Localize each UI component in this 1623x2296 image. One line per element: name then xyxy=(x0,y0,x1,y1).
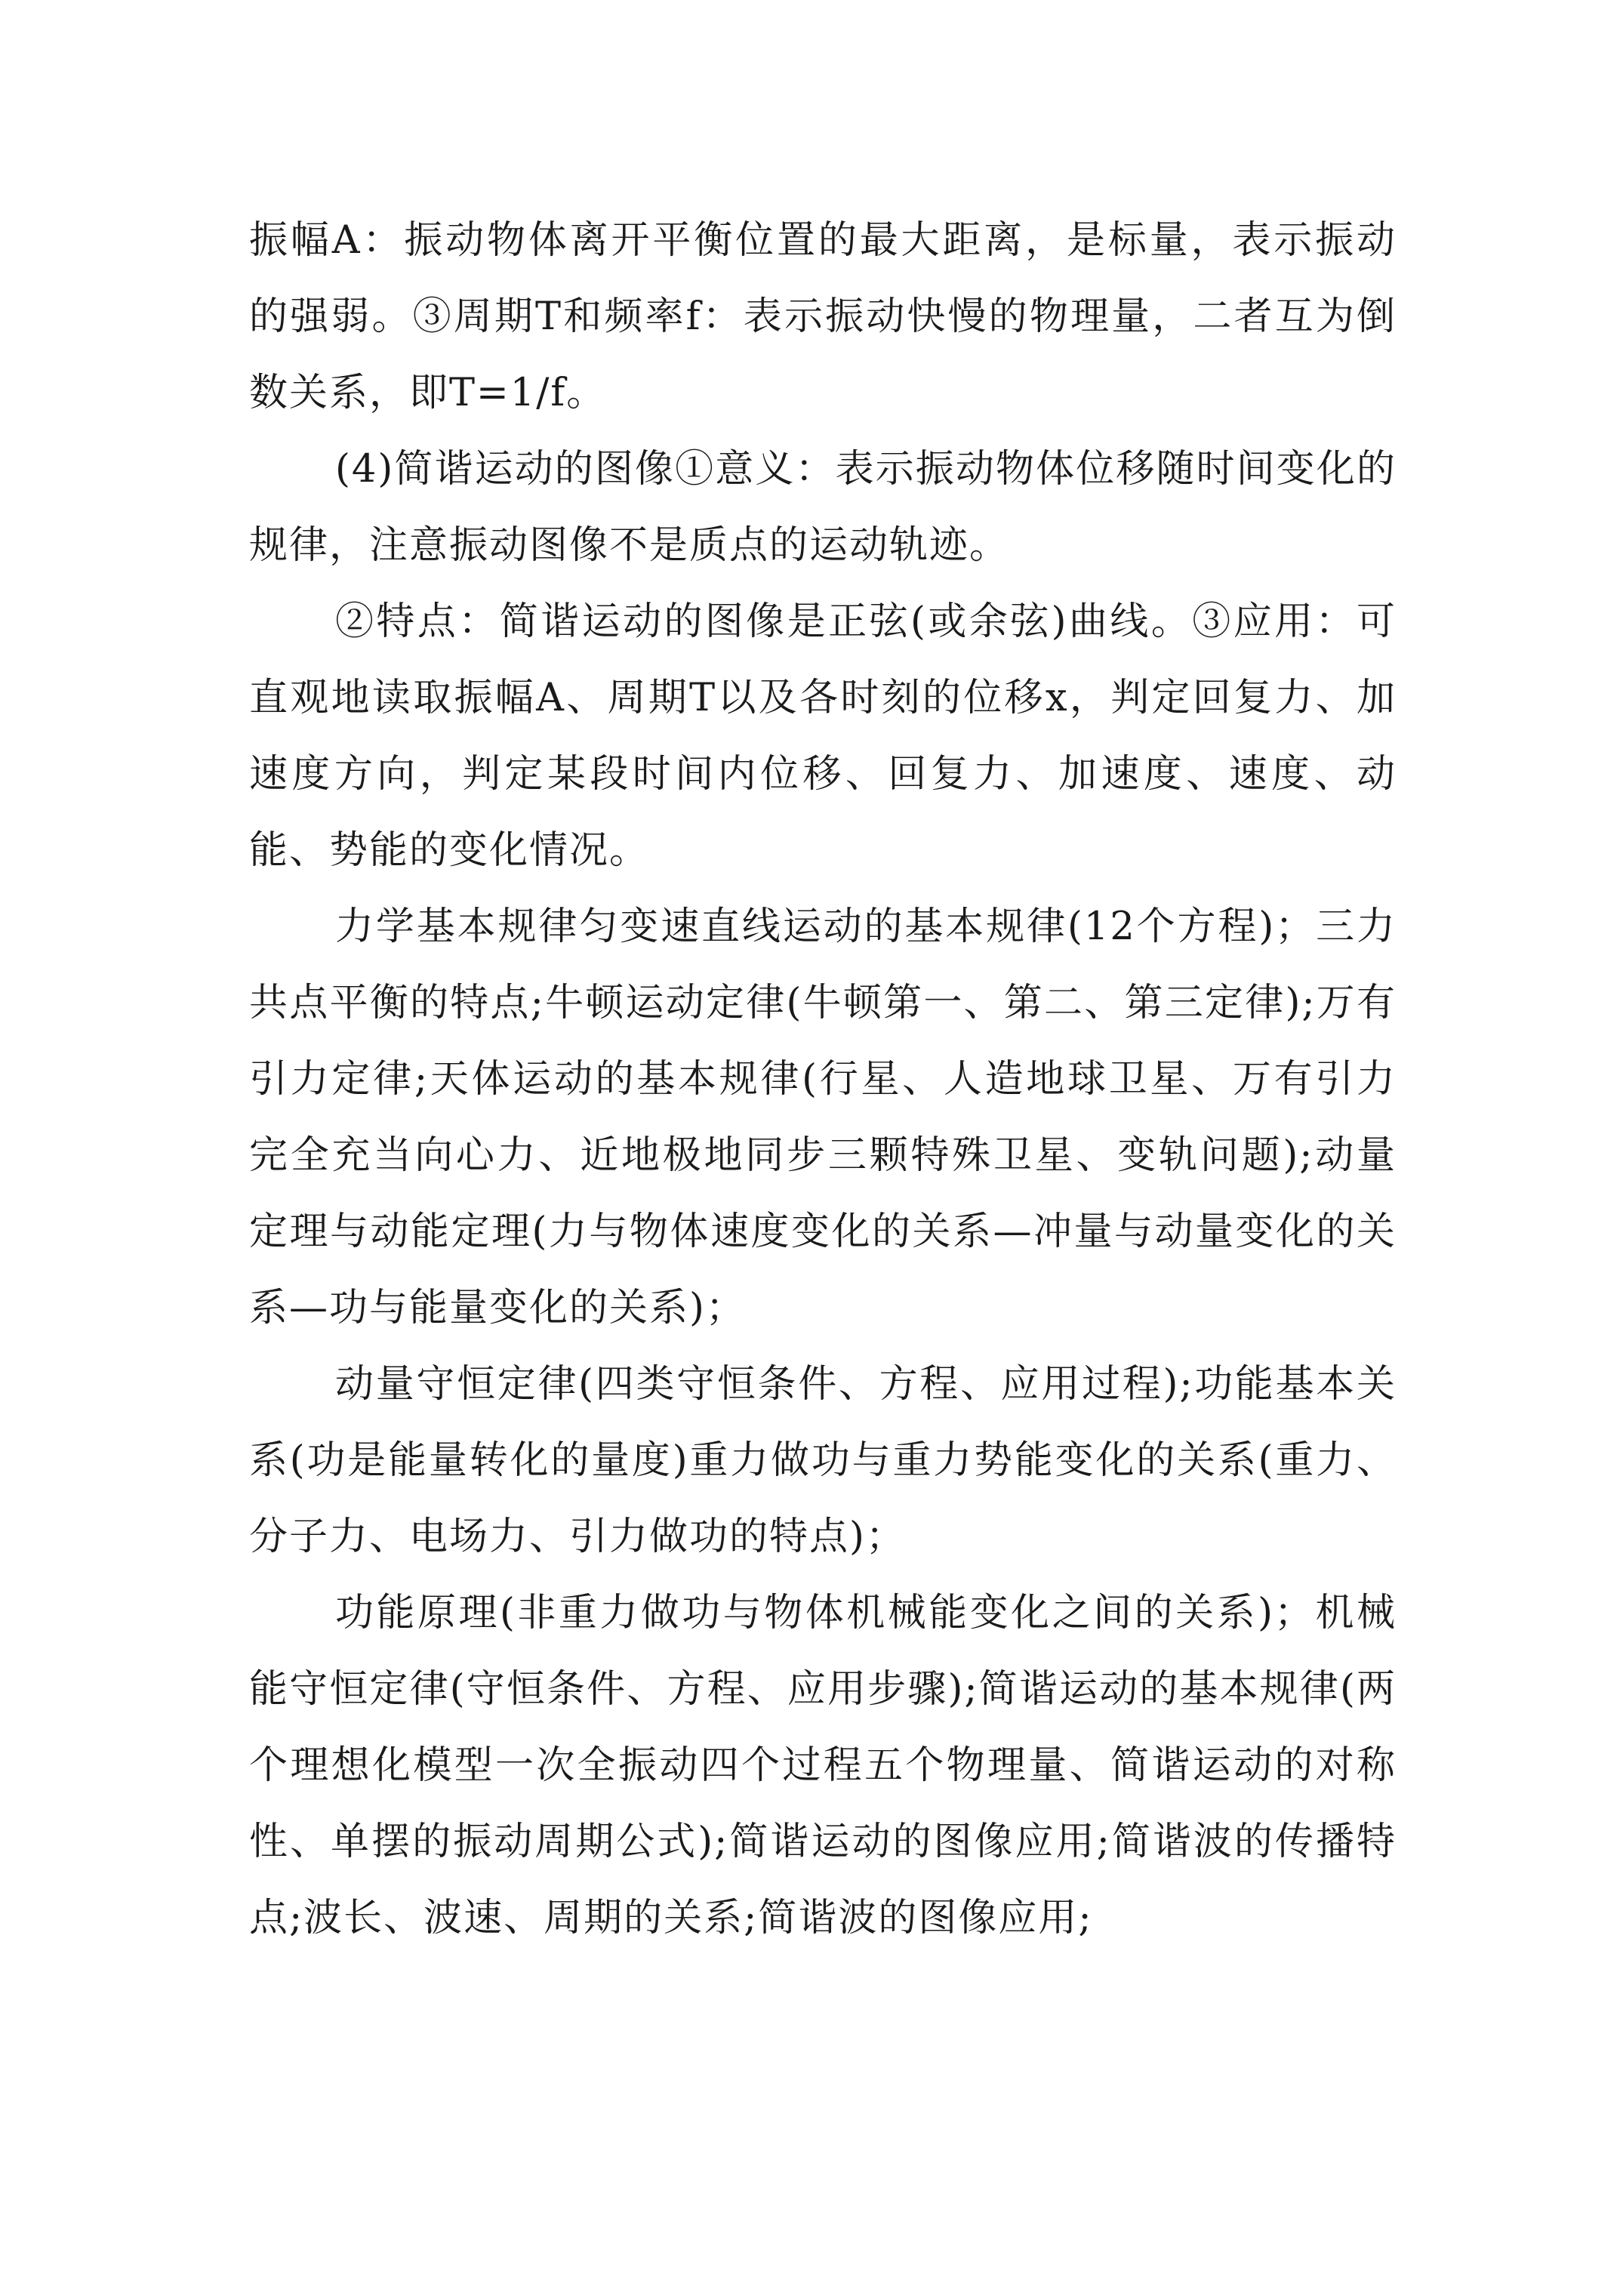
paragraph-work-energy-principle: 功能原理(非重力做功与物体机械能变化之间的关系)；机械能守恒定律(守恒条件、方程、应用步骤);简谐运动的基本规律(两个理想化模型一次全振动四个过程五个物理量、简谐运动的对称性、单摆的振动周期公式);简谐运动的图像应用;简谐波的传播特点;波长、波速、周期的关系;简谐波的图像应用; xyxy=(249,1591,1397,1940)
paragraph-amplitude-period: 振幅A：振动物体离开平衡位置的最大距离，是标量，表示振动的强弱。③周期T和频率f：表示振动快慢的物理量，二者互为倒数关系，即T=1/f。 xyxy=(249,218,1397,415)
paragraph-shm-graph-features: ②特点：简谐运动的图像是正弦(或余弦)曲线。③应用：可直观地读取振幅A、周期T以及各时刻的位移x，判定回复力、加速度方向，判定某段时间内位移、回复力、加速度、速度、动能、势能的变化情况。 xyxy=(249,599,1397,873)
paragraph-momentum-conservation: 动量守恒定律(四类守恒条件、方程、应用过程);功能基本关系(功是能量转化的量度)重力做功与重力势能变化的关系(重力、分子力、电场力、引力做功的特点)； xyxy=(249,1362,1397,1559)
paragraph-mechanics-laws: 力学基本规律匀变速直线运动的基本规律(12个方程)；三力共点平衡的特点;牛顿运动定律(牛顿第一、第二、第三定律);万有引力定律;天体运动的基本规律(行星、人造地球卫星、万有引力完全充当向心力、近地极地同步三颗特殊卫星、变轨问题);动量定理与动能定理(力与物体速度变化的关系—冲量与动量变化的关系—功与能量变化的关系)； xyxy=(249,905,1397,1330)
body-text xyxy=(249,202,1397,1956)
paragraph-shm-graph-meaning: (4)简谐运动的图像①意义：表示振动物体位移随时间变化的规律，注意振动图像不是质点的运动轨迹。 xyxy=(249,447,1397,568)
